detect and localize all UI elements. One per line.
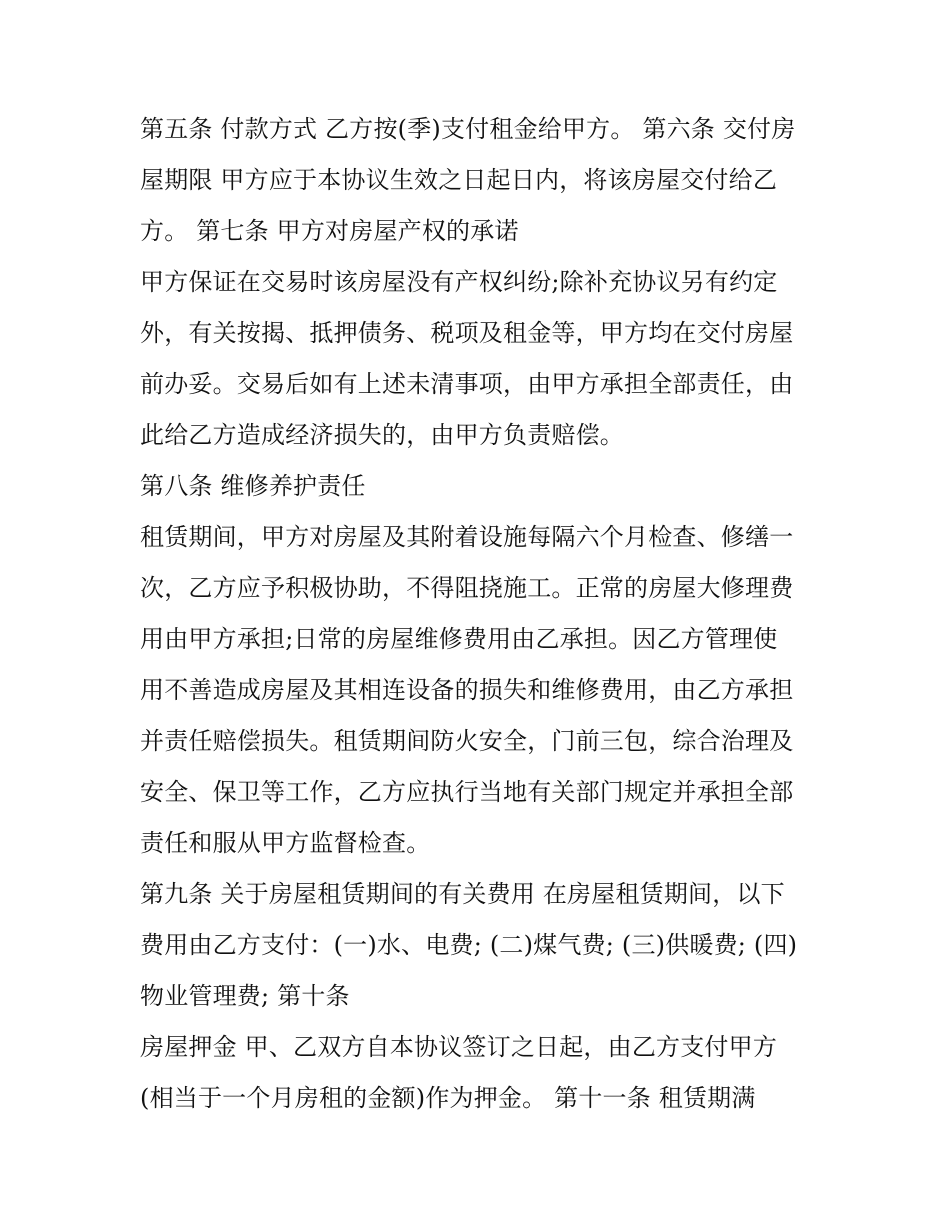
text-line: 责任和服从甲方监督检查。 bbox=[140, 829, 431, 857]
text-line: 用不善造成房屋及其相连设备的损失和维修费用，由乙方承担 bbox=[140, 676, 794, 704]
text-line: 房屋押金 甲、乙双方自本协议签订之日起，由乙方支付甲方 bbox=[140, 1033, 778, 1061]
text-line: 此给乙方造成经济损失的，由甲方负责赔偿。 bbox=[140, 421, 624, 449]
text-line: 甲方保证在交易时该房屋没有产权纠纷;除补充协议另有约定 bbox=[140, 268, 778, 296]
text-line: 并责任赔偿损失。租赁期间防火安全，门前三包，综合治理及 bbox=[140, 727, 794, 755]
text-line: 租赁期间，甲方对房屋及其附着设施每隔六个月检查、修缮一 bbox=[140, 523, 794, 551]
text-line: 安全、保卫等工作，乙方应执行当地有关部门规定并承担全部 bbox=[140, 778, 794, 806]
text-line: 费用由乙方支付：(一)水、电费; (二)煤气费; (三)供暖费; (四) bbox=[140, 931, 798, 959]
text-line: 第九条 关于房屋租赁期间的有关费用 在房屋租赁期间，以下 bbox=[140, 880, 785, 908]
text-line: 次，乙方应予积极协助，不得阻挠施工。正常的房屋大修理费 bbox=[140, 574, 794, 602]
text-line: 用由甲方承担;日常的房屋维修费用由乙承担。因乙方管理使 bbox=[140, 625, 778, 653]
text-line: 方。 第七条 甲方对房屋产权的承诺 bbox=[140, 217, 519, 245]
text-line: 第五条 付款方式 乙方按(季)支付租金给甲方。 第六条 交付房 bbox=[140, 115, 796, 143]
section-heading: 第八条 维修养护责任 bbox=[140, 472, 366, 500]
text-line: 外，有关按揭、抵押债务、税项及租金等，甲方均在交付房屋 bbox=[140, 319, 794, 347]
text-line: (相当于一个月房租的金额)作为押金。 第十一条 租赁期满 bbox=[140, 1084, 756, 1112]
text-line: 屋期限 甲方应于本协议生效之日起日内，将该房屋交付给乙 bbox=[140, 166, 778, 194]
document-body bbox=[140, 104, 820, 1124]
text-line: 前办妥。交易后如有上述未清事项，由甲方承担全部责任，由 bbox=[140, 370, 794, 398]
text-line: 物业管理费; 第十条 bbox=[140, 982, 350, 1010]
